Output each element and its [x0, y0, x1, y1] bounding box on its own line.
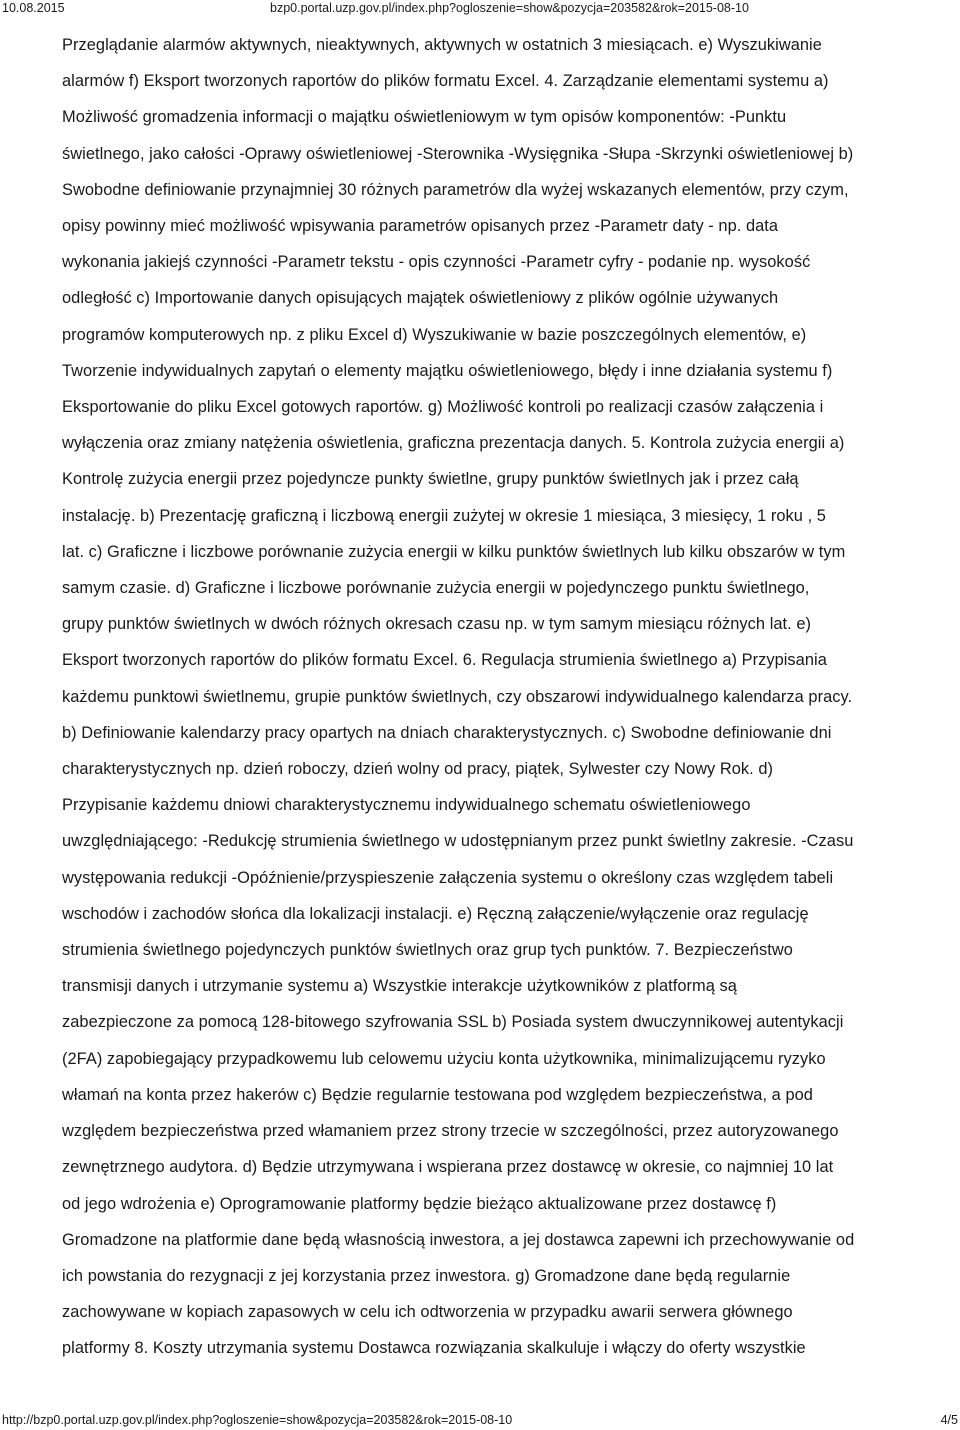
print-date: 10.08.2015 [2, 1, 65, 15]
body-text-line: programów komputerowych np. z pliku Excel d) Wyszukiwanie w bazie poszczególnych elementów, e) [62, 325, 807, 344]
document-body [62, 27, 948, 1367]
body-text-line: Swobodne definiowanie przynajmniej 30 różnych parametrów dla wyżej wskazanych elementów, przy czym, [62, 180, 849, 199]
body-text-line: Eksportowanie do pliku Excel gotowych raportów. g) Możliwość kontroli po realizacji czasów załączenia i [62, 398, 824, 417]
body-text-line: od jego wdrożenia e) Oprogramowanie platformy będzie bieżąco aktualizowane przez dostawcę f) [62, 1194, 777, 1213]
body-text-line: każdemu punktowi świetlnemu, grupie punktów świetlnych, czy obszarowi indywidualnego kalendarza pracy. [62, 687, 853, 706]
body-text-line: Eksport tworzonych raportów do plików formatu Excel. 6. Regulacja strumienia świetlnego a) Przypisania [62, 651, 827, 670]
body-text-line: platformy 8. Koszty utrzymania systemu Dostawca rozwiązania skalkuluje i włączy do oferty wszystkie [62, 1339, 806, 1358]
body-text-line: odległość c) Importowanie danych opisujących majątek oświetleniowy z plików ogólnie używanych [62, 289, 779, 308]
body-text-line: alarmów f) Eksport tworzonych raportów do plików formatu Excel. 4. Zarządzanie elementami systemu a) [62, 72, 829, 91]
body-text-line: wykonania jakiejś czynności -Parametr tekstu - opis czynności -Parametr cyfry - podanie np. wysokość [62, 253, 811, 272]
body-text-line: zewnętrznego audytora. d) Będzie utrzymywana i wspierana przez dostawcę w okresie, co najmniej 10 lat [62, 1158, 834, 1177]
body-text-line: opisy powinny mieć możliwość wpisywania parametrów opisanych przez -Parametr daty - np. data [62, 217, 779, 236]
body-text-line: świetlnego, jako całości -Oprawy oświetleniowej -Sterownika -Wysięgnika -Słupa -Skrzynki oświetleniowej b) [62, 144, 854, 163]
body-text-line: instalację. b) Prezentację graficzną i liczbową energii zużytej w okresie 1 miesiąca, 3 miesięcy, 1 roku , 5 [62, 506, 826, 525]
body-text-line: Gromadzone na platformie dane będą własnością inwestora, a jej dostawca zapewni ich przechowywanie od [62, 1230, 855, 1249]
body-text-line: b) Definiowanie kalendarzy pracy opartych na dniach charakterystycznych. c) Swobodne definiowanie dni [62, 723, 832, 742]
page-number: 4/5 [940, 1413, 958, 1427]
body-text-line: włamań na konta przez hakerów c) Będzie regularnie testowana pod względem bezpieczeństwa, a pod [62, 1085, 813, 1104]
header-url: bzp0.portal.uzp.gov.pl/index.php?ogloszenie=show&pozycja=203582&rok=2015-08-10 [270, 1, 749, 15]
body-text-line: grupy punktów świetlnych w dwóch różnych okresach czasu np. w tym samym miesiącu różnych lat. e) [62, 615, 812, 634]
body-text-line: wyłączenia oraz zmiany natężenia oświetlenia, graficzna prezentacja danych. 5. Kontrola zużycia energii a) [62, 434, 845, 453]
body-text-line: zabezpieczone za pomocą 128-bitowego szyfrowania SSL b) Posiada system dwuczynnikowej autentykacji [62, 1013, 844, 1032]
body-text-line: Kontrolę zużycia energii przez pojedyncze punkty świetlne, grupy punktów świetlnych jak i przez całą [62, 470, 799, 489]
body-text-line: samym czasie. d) Graficzne i liczbowe porównanie zużycia energii w pojedynczego punktu świetlnego, [62, 579, 810, 598]
body-text-line: Tworzenie indywidualnych zapytań o elementy majątku oświetleniowego, błędy i inne działania systemu f) [62, 361, 833, 380]
body-text-line: Możliwość gromadzenia informacji o majątku oświetleniowym w tym opisów komponentów: -Punktu [62, 108, 787, 127]
body-text-line: ich powstania do rezygnacji z jej korzystania przez inwestora. g) Gromadzone dane będą regularnie [62, 1266, 791, 1285]
body-text-line: transmisji danych i utrzymanie systemu a) Wszystkie interakcje użytkowników z platformą są [62, 977, 737, 996]
body-text-line: względem bezpieczeństwa przed włamaniem przez strony trzecie w szczególności, przez autoryzowanego [62, 1122, 839, 1141]
footer-url: http://bzp0.portal.uzp.gov.pl/index.php?ogloszenie=show&pozycja=203582&rok=2015-08-10 [2, 1413, 513, 1427]
body-text-line: lat. c) Graficzne i liczbowe porównanie zużycia energii w kilku punktów świetlnych lub kilku obszarów w tym [62, 542, 846, 561]
print-header [0, 0, 960, 18]
print-footer [0, 1412, 960, 1430]
body-text-line: uwzględniającego: -Redukcję strumienia świetlnego w udostępnianym przez punkt świetlny zakresie. -Czasu [62, 832, 854, 851]
body-text-line: charakterystycznych np. dzień roboczy, dzień wolny od pracy, piątek, Sylwester czy Nowy Rok. d) [62, 760, 774, 779]
body-text-line: wschodów i zachodów słońca dla lokalizacji instalacji. e) Ręczną załączenie/wyłączenie oraz regulację [62, 904, 809, 923]
body-text-line: strumienia świetlnego pojedynczych punktów świetlnych oraz grup tych punktów. 7. Bezpieczeństwo [62, 941, 793, 960]
body-text-line: Przypisanie każdemu dniowi charakterystycznemu indywidualnego schematu oświetleniowego [62, 796, 751, 815]
body-text-line: (2FA) zapobiegający przypadkowemu lub celowemu użyciu konta użytkownika, minimalizującemu ryzyko [62, 1049, 826, 1068]
body-text-line: Przeglądanie alarmów aktywnych, nieaktywnych, aktywnych w ostatnich 3 miesiącach. e) Wyszukiwanie [62, 36, 822, 54]
body-text-line: występowania redukcji -Opóźnienie/przyspieszenie załączenia systemu o określony czas względem tabeli [62, 868, 834, 887]
body-text-line: zachowywane w kopiach zapasowych w celu ich odtworzenia w przypadku awarii serwera głównego [62, 1303, 793, 1322]
